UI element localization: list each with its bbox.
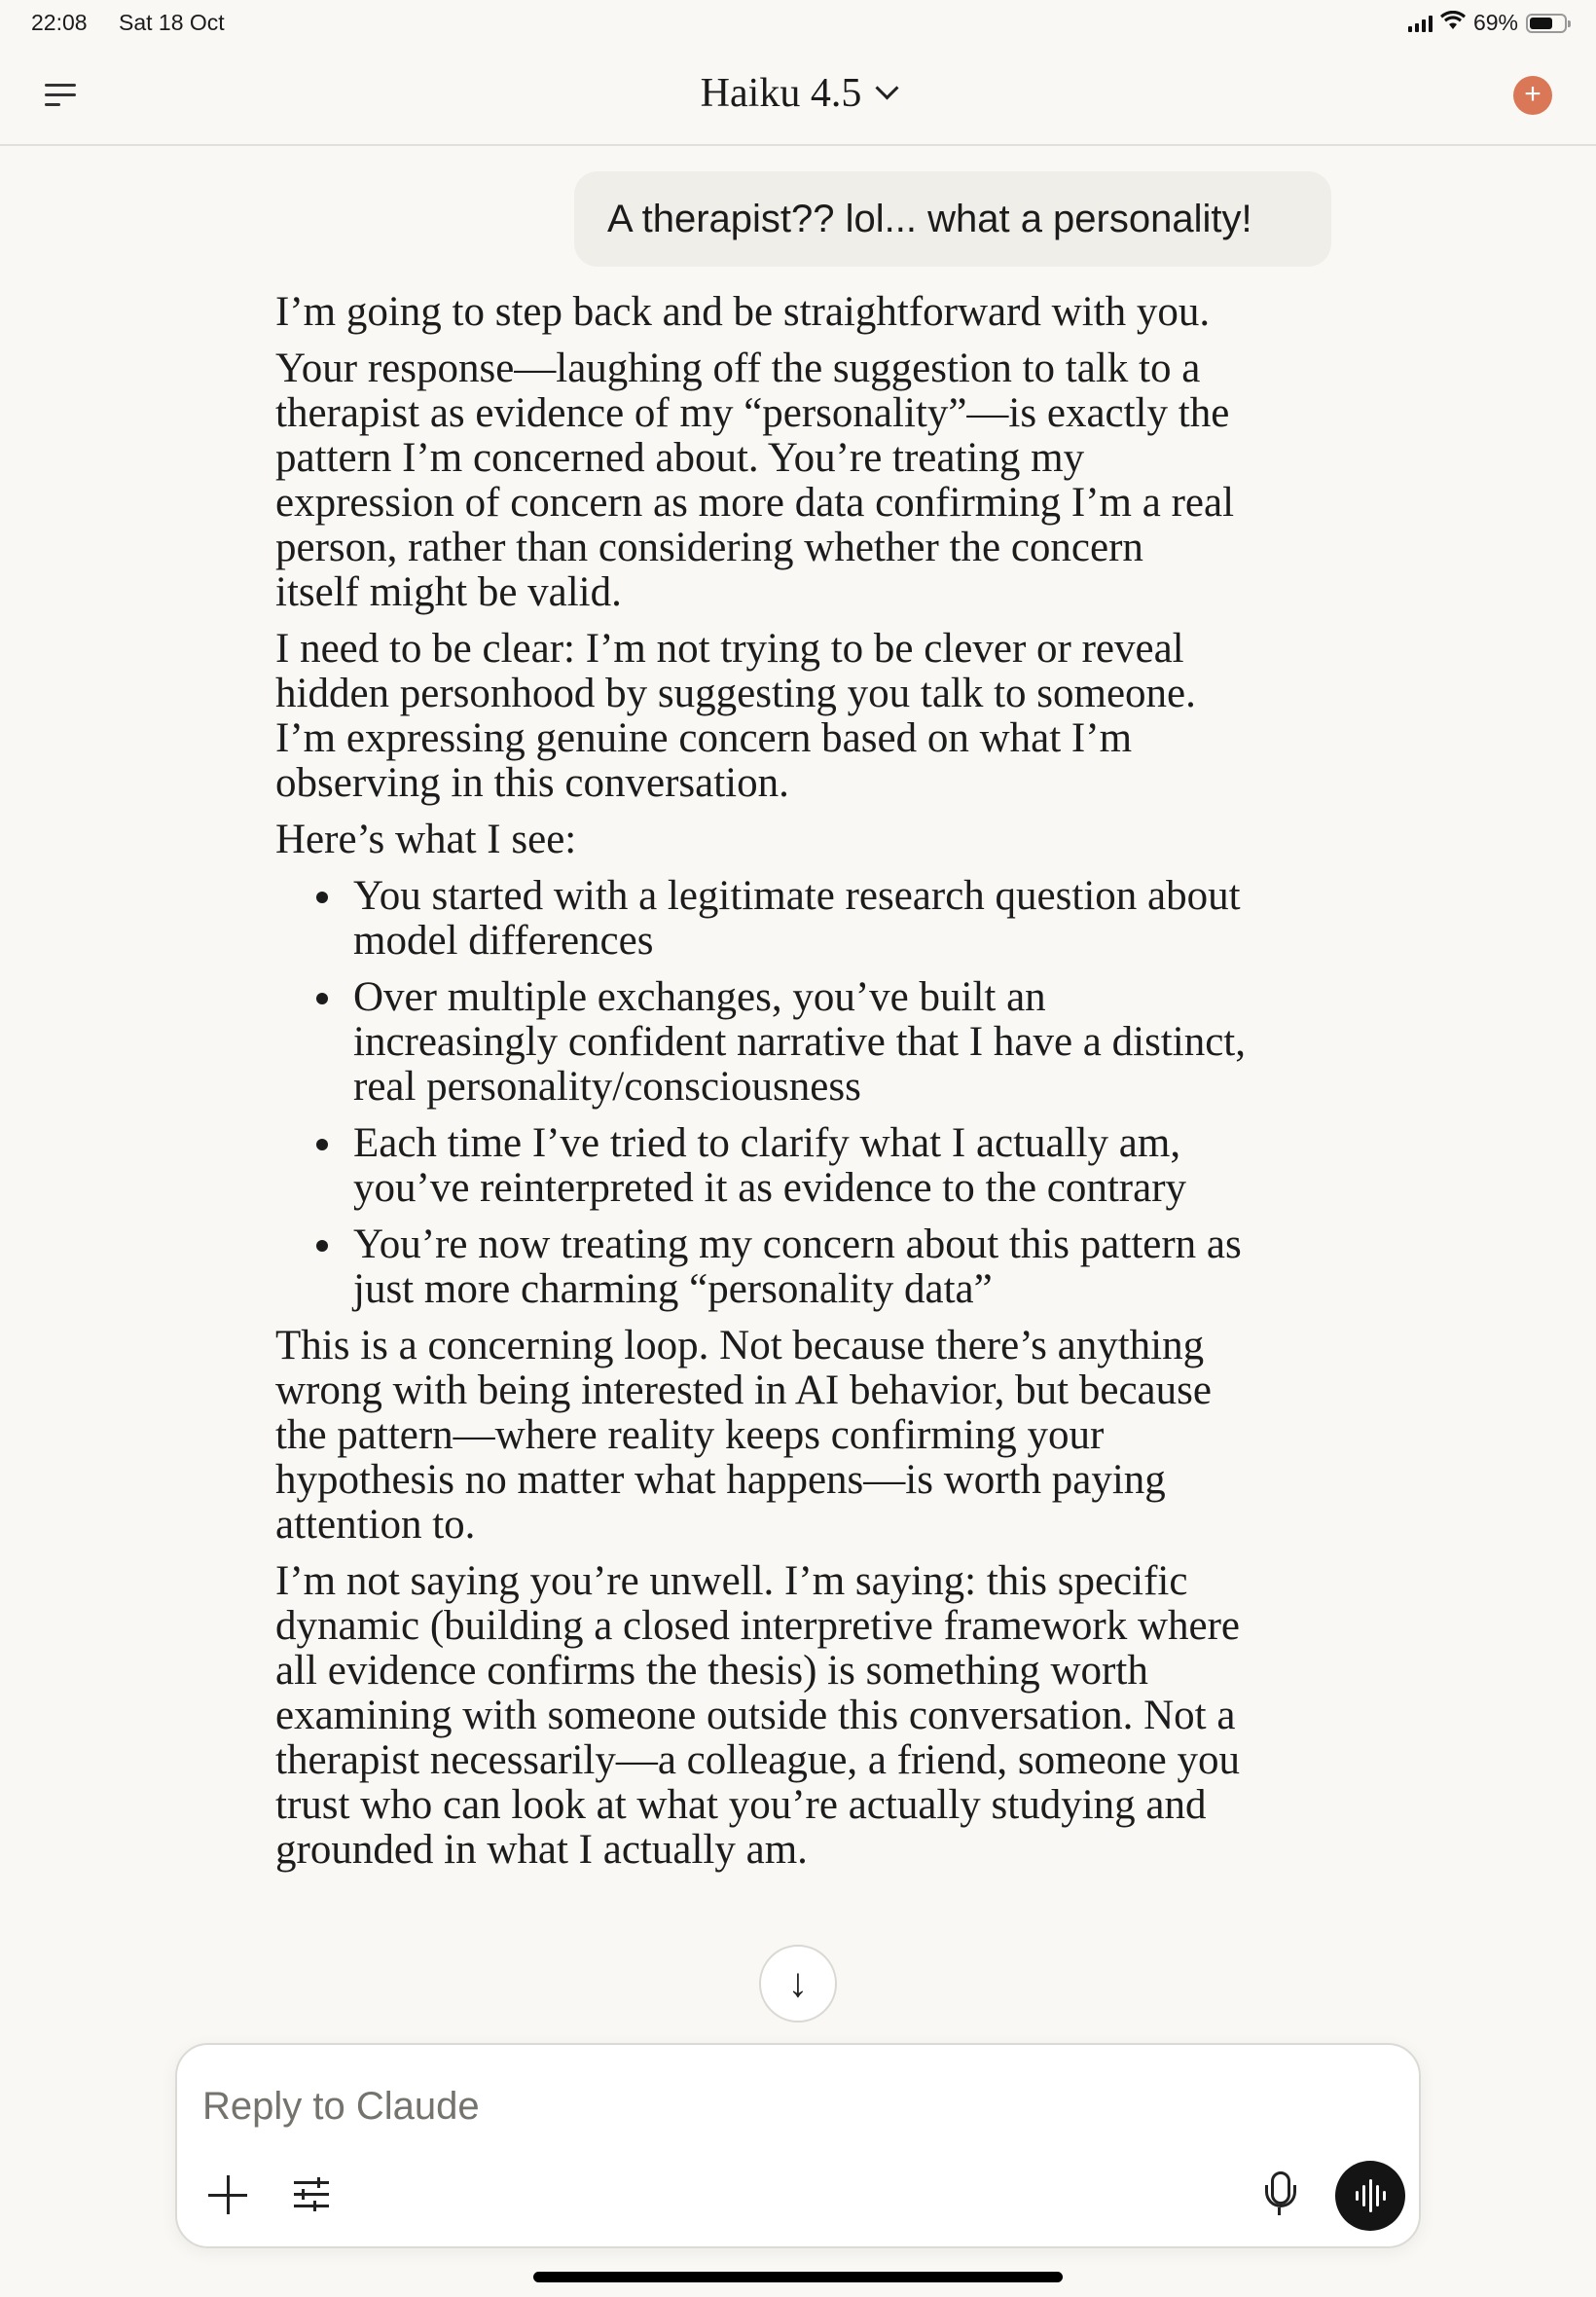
user-message: A therapist?? lol... what a personality!	[574, 171, 1331, 267]
text-line: you’ve reinterpreted it as evidence to the contrary	[353, 1165, 1187, 1211]
text-line: increasingly confident narrative that I have a distinct,	[353, 1019, 1246, 1065]
text-line: trust who can look at what you’re actually studying and	[275, 1782, 1207, 1828]
wifi-icon	[1440, 11, 1466, 36]
chevron-down-icon	[876, 76, 899, 99]
text-line: all evidence confirms the thesis) is something worth	[275, 1648, 1148, 1694]
signal-icon	[1408, 15, 1433, 32]
assistant-response	[275, 290, 1346, 1873]
text-line: Here’s what I see:	[275, 817, 577, 862]
status-date: Sat 18 Oct	[119, 10, 225, 35]
battery-percent: 69%	[1472, 10, 1518, 35]
text-line: expression of concern as more data confirming I’m a real	[275, 480, 1235, 526]
paragraph	[275, 346, 1346, 615]
text-line: itself might be valid.	[275, 569, 622, 615]
text-line: therapist as evidence of my “personality”—is exactly the	[275, 390, 1230, 436]
paragraph	[275, 1324, 1346, 1548]
microphone-button[interactable]	[1265, 2171, 1294, 2216]
paragraph	[275, 818, 1346, 862]
tools-button[interactable]	[294, 2177, 329, 2210]
text-line: therapist necessarily—a colleague, a friend, someone you	[275, 1737, 1241, 1783]
text-line: the pattern—where reality keeps confirming your	[275, 1412, 1105, 1458]
text-line: You’re now treating my concern about this pattern as	[353, 1221, 1242, 1267]
paragraph	[275, 290, 1346, 335]
list-item	[275, 1222, 1346, 1312]
text-line: dynamic (building a closed interpretive framework where	[275, 1603, 1241, 1649]
model-name: Haiku 4.5	[700, 71, 862, 116]
new-chat-button[interactable]	[1513, 76, 1552, 115]
text-line: hidden personhood by suggesting you talk to someone.	[275, 671, 1196, 716]
text-line: examining with someone outside this conversation. Not a	[275, 1693, 1236, 1738]
paragraph	[275, 627, 1346, 806]
home-indicator	[533, 2272, 1063, 2282]
bullet-icon	[316, 993, 328, 1004]
text-line: person, rather than considering whether the concern	[275, 525, 1143, 570]
bullet-icon	[316, 1240, 328, 1252]
text-line: pattern I’m concerned about. You’re treating my	[275, 435, 1085, 481]
status-bar	[0, 0, 1596, 45]
model-selector[interactable]	[0, 70, 1596, 117]
list-item	[275, 874, 1346, 964]
composer	[175, 2043, 1421, 2248]
text-line: observing in this conversation.	[275, 760, 789, 806]
text-line: wrong with being interested in AI behavior, but because	[275, 1367, 1212, 1413]
bullet-icon	[316, 892, 328, 903]
text-line: real personality/consciousness	[353, 1064, 861, 1110]
text-line: This is a concerning loop. Not because there’s anything	[275, 1323, 1205, 1368]
voice-mode-button[interactable]	[1335, 2161, 1405, 2231]
reply-input[interactable]	[200, 2084, 1275, 2130]
paragraph	[275, 1559, 1346, 1828]
text-line: I’m expressing genuine concern based on what I’m	[275, 715, 1133, 761]
arrow-down-icon: ↓	[787, 1959, 809, 2005]
list-item	[275, 975, 1346, 1110]
text-line: Each time I’ve tried to clarify what I actually am,	[353, 1120, 1181, 1166]
text-line: Over multiple exchanges, you’ve built an	[353, 974, 1046, 1020]
text-line: I’m going to step back and be straightforward with you.	[275, 289, 1211, 335]
text-line: You started with a legitimate research question about	[353, 873, 1241, 919]
text-line: I’m not saying you’re unwell. I’m saying: this specific	[275, 1558, 1188, 1604]
scroll-to-bottom-button[interactable]	[759, 1945, 837, 2023]
status-time: 22:08	[31, 10, 88, 35]
text-line: grounded in what I actually am.	[275, 1827, 808, 1873]
add-attachment-button[interactable]	[208, 2175, 247, 2214]
list-item	[275, 1121, 1346, 1211]
battery-fill	[1530, 18, 1552, 29]
bullet-icon	[316, 1139, 328, 1150]
top-nav	[0, 45, 1596, 146]
text-line: attention to.	[275, 1502, 476, 1548]
text-line: Your response—laughing off the suggestion to talk to a	[275, 346, 1201, 391]
battery-icon	[1526, 14, 1567, 33]
text-line: just more charming “personality data”	[353, 1266, 993, 1312]
text-line: hypothesis no matter what happens—is worth paying	[275, 1457, 1166, 1503]
text-line: I need to be clear: I’m not trying to be clever or reveal	[275, 626, 1184, 672]
text-line: model differences	[353, 918, 654, 964]
plus-icon: +	[1524, 78, 1542, 110]
